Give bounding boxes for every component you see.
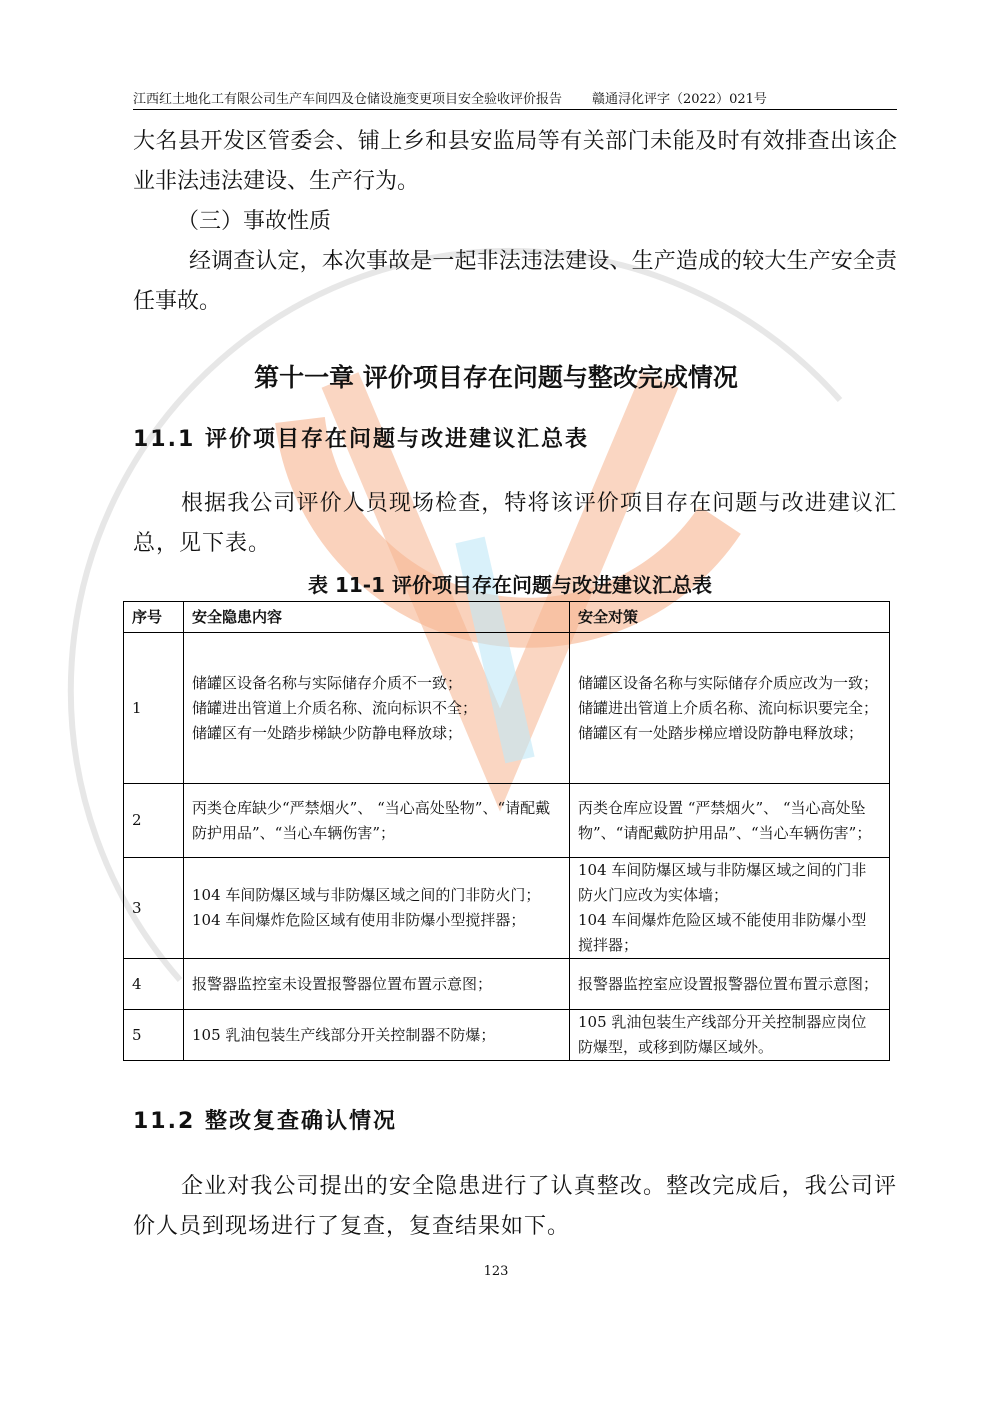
- column-header: 安全对策: [570, 602, 890, 633]
- table-row: [124, 959, 890, 1010]
- column-header: 序号: [124, 602, 184, 633]
- page-number: 123: [483, 1264, 509, 1279]
- measure-cell: 报警器监控室应设置报警器位置布置示意图；: [570, 959, 890, 1010]
- table-row: [124, 1010, 890, 1061]
- table-caption: 表 11-1 评价项目存在问题与改进建议汇总表: [308, 573, 712, 597]
- issue-cell: 丙类仓库缺少“严禁烟火”、 “当心高处坠物”、“请配戴防护用品”、“当心车辆伤害”；: [184, 784, 570, 858]
- running-header: [133, 88, 897, 110]
- table-row: [124, 633, 890, 784]
- paragraph: 企业对我公司提出的安全隐患进行了认真整改。整改完成后，我公司评价人员到现场进行了复查，复查结果如下。: [133, 1174, 897, 1239]
- measure-cell: 储罐区设备名称与实际储存介质应改为一致； 储罐进出管道上介质名称、流向标识要完全； 储罐区有一处踏步梯应增设防静电释放球；: [570, 633, 890, 784]
- measure-cell: 104 车间防爆区域与非防爆区域之间的门非防火门应改为实体墙； 104 车间爆炸危险区域不能使用非防爆小型搅拌器；: [570, 858, 890, 959]
- issue-cell: 报警器监控室未设置报警器位置布置示意图；: [184, 959, 570, 1010]
- row-number: 5: [124, 1010, 184, 1061]
- row-number: 4: [124, 959, 184, 1010]
- issues-table: [123, 601, 890, 1061]
- paragraph: 经调查认定，本次事故是一起非法违法建设、生产造成的较大生产安全责任事故。: [133, 249, 897, 314]
- row-number: 1: [124, 633, 184, 784]
- column-header: 安全隐患内容: [184, 602, 570, 633]
- issue-cell: 104 车间防爆区域与非防爆区域之间的门非防火门； 104 车间爆炸危险区域有使用非防爆小型搅拌器；: [184, 858, 570, 959]
- header-title: 江西红土地化工有限公司生产车间四及仓储设施变更项目安全验收评价报告: [133, 92, 563, 107]
- row-number: 2: [124, 784, 184, 858]
- table-row: [124, 858, 890, 959]
- subheading: （三）事故性质: [177, 209, 332, 234]
- issue-cell: 105 乳油包装生产线部分开关控制器不防爆；: [184, 1010, 570, 1061]
- table-header-row: [124, 602, 890, 633]
- issue-cell: 储罐区设备名称与实际储存介质不一致； 储罐进出管道上介质名称、流向标识不全； 储罐区有一处踏步梯缺少防静电释放球；: [184, 633, 570, 784]
- measure-cell: 105 乳油包装生产线部分开关控制器应岗位防爆型，或移到防爆区域外。: [570, 1010, 890, 1061]
- table-row: [124, 784, 890, 858]
- header-doc-number: 赣通浔化评字（2022）021号: [592, 92, 767, 107]
- paragraph: 大名县开发区管委会、铺上乡和县安监局等有关部门未能及时有效排查出该企业非法违法建设、生产行为。: [133, 129, 897, 194]
- measure-cell: 丙类仓库应设置 “严禁烟火”、 “当心高处坠物”、“请配戴防护用品”、“当心车辆伤害”；: [570, 784, 890, 858]
- row-number: 3: [124, 858, 184, 959]
- table-section: [0, 570, 992, 1247]
- section-title: 11.2 整改复查确认情况: [133, 1109, 397, 1134]
- section-title: 11.1 评价项目存在问题与改进建议汇总表: [133, 427, 589, 452]
- chapter-title: 第十一章 评价项目存在问题与整改完成情况: [254, 363, 738, 392]
- paragraph: 根据我公司评价人员现场检查，特将该评价项目存在问题与改进建议汇总，见下表。: [133, 491, 897, 556]
